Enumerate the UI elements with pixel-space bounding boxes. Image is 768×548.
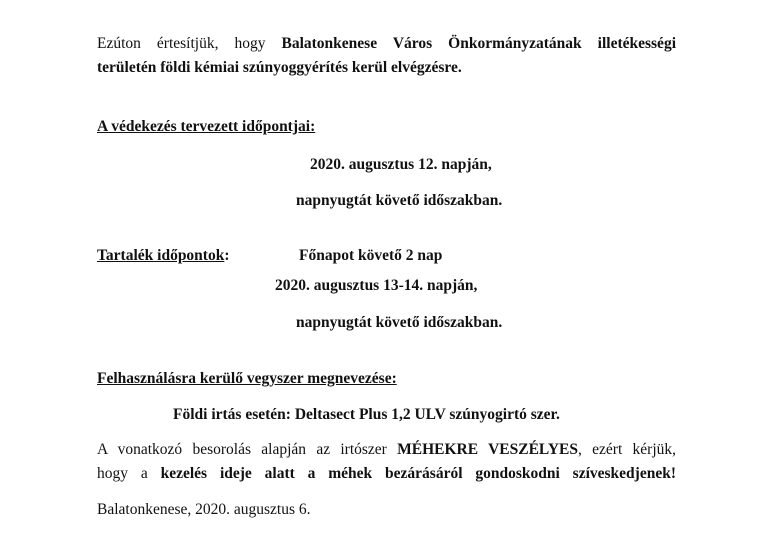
warning-text-2: hogy a — [97, 465, 161, 482]
chemical-heading: Felhasználásra kerülő vegyszer megnevezése: — [97, 370, 397, 387]
reserve-rule: Főnapot követő 2 nap — [299, 247, 443, 264]
planned-heading: A védekezés tervezett időpontjai: — [97, 118, 316, 135]
warning-line-1 — [97, 440, 676, 460]
reserve-heading: Tartalék időpontok — [97, 247, 225, 264]
bee-danger-label: MÉHEKRE VESZÉLYES — [397, 441, 578, 458]
bee-request: kezelés ideje alatt a méhek bezárásáról gondoskodni szíveskedjenek! — [160, 465, 676, 482]
intro-text: Ezúton értesítjük, hogy — [97, 35, 282, 52]
intro-line-2: területén földi kémiai szúnyoggyérítés kerül elvégzésre. — [97, 59, 462, 76]
planned-time: napnyugtát követő időszakban. — [296, 192, 503, 209]
reserve-time: napnyugtát követő időszakban. — [296, 314, 503, 331]
place-date: Balatonkenese, 2020. augusztus 6. — [97, 501, 311, 518]
reserve-heading-row — [97, 246, 230, 266]
warning-line-2 — [97, 464, 676, 484]
warning-text-end: , ezért kérjük, — [577, 441, 676, 458]
intro-line-1 — [97, 34, 676, 54]
reserve-colon: : — [224, 247, 230, 264]
warning-text: A vonatkozó besorolás alapján az irtószer — [97, 441, 398, 458]
municipality-name: Balatonkenese Város Önkormányzatának illetékességi — [281, 35, 676, 52]
chemical-line: Földi irtás esetén: Deltasect Plus 1,2 ULV szúnyogirtó szer. — [173, 406, 560, 423]
reserve-date: 2020. augusztus 13-14. napján, — [275, 277, 478, 294]
planned-date: 2020. augusztus 12. napján, — [310, 156, 492, 173]
